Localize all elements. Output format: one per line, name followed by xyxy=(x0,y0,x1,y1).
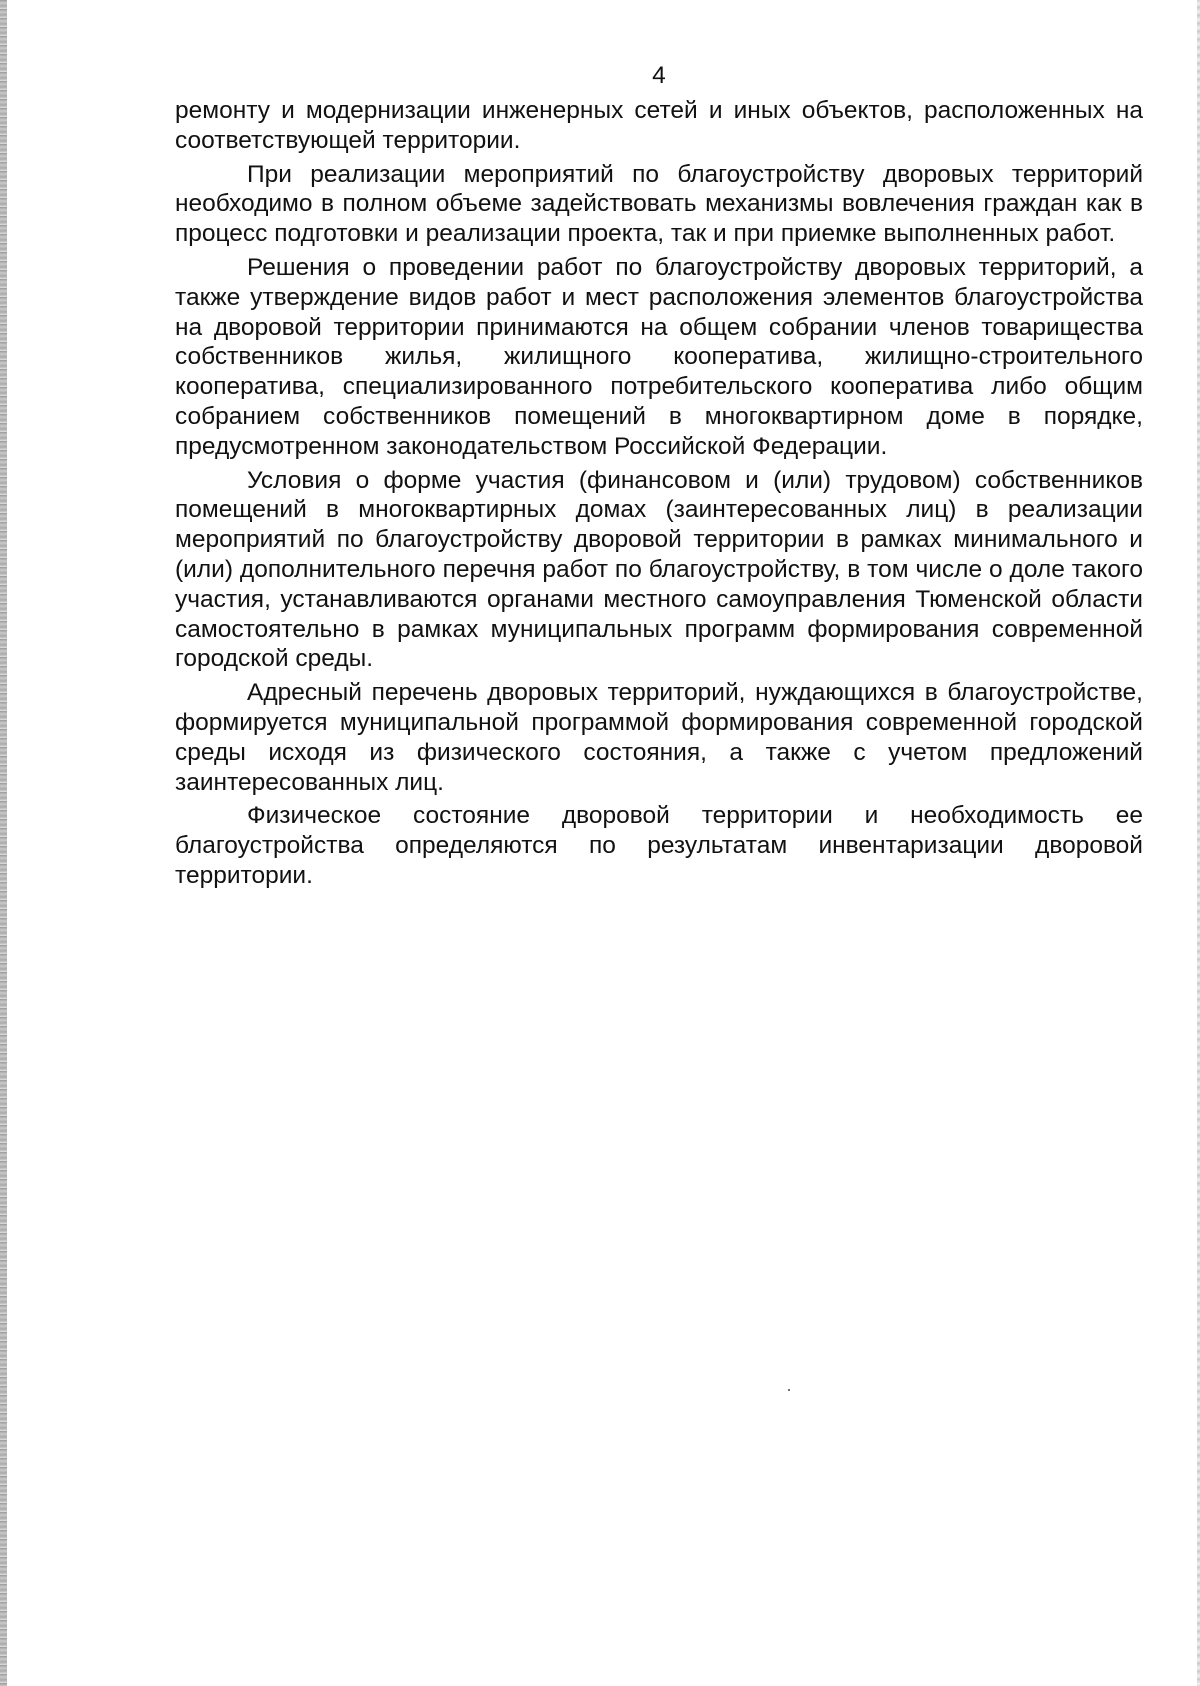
scan-speck xyxy=(788,1389,790,1391)
scan-edge-left xyxy=(0,0,7,1686)
document-page xyxy=(175,55,1143,895)
page-number: 4 xyxy=(652,62,666,89)
paragraph-participation-conditions: Условия о форме участия (финансовом и (или) трудовом) собственников помещений в многоквартирных домах (заинтересованных лиц) в реализации мероприятий по благоустройству дворовой территории в рамках минимального и (или) дополнительного перечня работ по благоустройству, в том числе о доле такого участия, устанавливаются органами местного самоуправления Тюменской области самостоятельно в рамках муниципальных программ формирования современной городской среды. xyxy=(175,466,1143,673)
paragraph-decisions: Решения о проведении работ по благоустройству дворовых территорий, а также утверждение видов работ и мест расположения элементов благоустройства на дворовой территории принимаются на общем собрании членов товарищества собственников жилья, жилищного кооператива, жилищно-строительного кооператива, специализированного потребительского кооператива либо общим собранием собственников помещений в многоквартирном доме в порядке, предусмотренном законодательством Российской Федерации. xyxy=(175,253,1143,460)
paragraph-continuation: ремонту и модернизации инженерных сетей и иных объектов, расположенных на соответствующей территории. xyxy=(175,97,1143,154)
paragraph-physical-condition: Физическое состояние дворовой территории и необходимость ее благоустройства определяются по результатам инвентаризации дворовой территории. xyxy=(175,802,1143,889)
paragraph-address-list: Адресный перечень дворовых территорий, нуждающихся в благоустройстве, формируется муниципальной программой формирования современной городской среды исходя из физического состояния, а также с учетом предложений заинтересованных лиц. xyxy=(175,679,1143,796)
paragraph-citizen-involvement: При реализации мероприятий по благоустройству дворовых территорий необходимо в полном объеме задействовать механизмы вовлечения граждан как в процесс подготовки и реализации проекта, так и при приемке выполненных работ. xyxy=(175,160,1143,248)
